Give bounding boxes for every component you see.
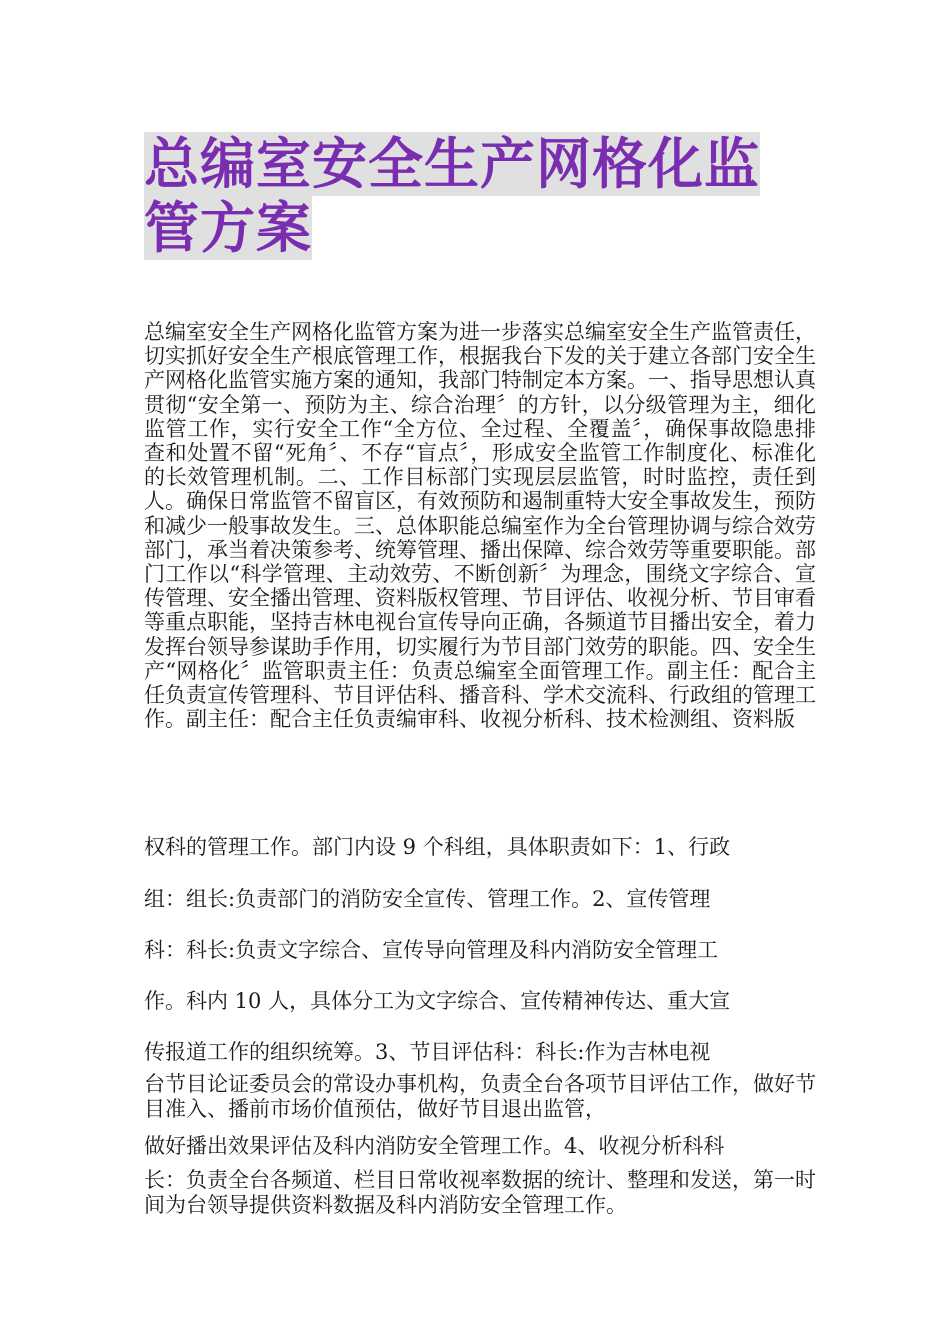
body-paragraph-tail-2: 长：负责全台各频道、栏目日常收视率数据的统计、整理和发送，第一时间为台领导提供资料数据及科内消防安全管理工作。: [144, 1168, 816, 1217]
body-line: 科：科长:负责文字综合、宣传导向管理及科内消防安全管理工: [144, 938, 719, 962]
body-line: 权科的管理工作。部门内设 9 个科组，具体职责如下：1、行政: [144, 835, 731, 859]
body-line: 组：组长:负责部门的消防安全宣传、管理工作。2、宣传管理: [144, 887, 711, 911]
document-title: [144, 132, 824, 260]
title-line-2: 管方案: [144, 196, 313, 260]
body-line: 做好播出效果评估及科内消防安全管理工作。4、收视分析科科: [144, 1134, 725, 1158]
body-paragraph-tail: 台节目论证委员会的常设办事机构，负责全台各项节目评估工作，做好节目准入、播前市场价值预估，做好节目退出监管，: [144, 1072, 816, 1121]
body-line: 作。科内 10 人，具体分工为文字综合、宣传精神传达、重大宣: [144, 989, 731, 1013]
body-paragraph-dense: 总编室安全生产网格化监管方案为进一步落实总编室安全生产监管责任，切实抓好安全生产根底管理工作，根据我台下发的关于建立各部门安全生产网格化监管实施方案的通知，我部门特制定本方案。一、指导思想认真贯彻“安全第一、预防为主、综合治理〞的方针，以分级管理为主，细化监管工作，实行安全工作“全方位、全过程、全覆盖〞，确保事故隐患排查和处置不留“死角〞、不存“盲点〞，形成安全监管工作制度化、标准化的长效管理机制。二、工作目标部门实现层层监管，时时监控，责任到人。确保日常监管不留盲区，有效预防和遏制重特大安全事故发生，预防和减少一般事故发生。三、总体职能总编室作为全台管理协调与综合效劳部门，承当着决策参考、统筹管理、播出保障、综合效劳等重要职能。部门工作以“科学管理、主动效劳、不断创新〞为理念，围绕文字综合、宣传管理、安全播出管理、资料版权管理、节目评估、收视分析、节目审看等重点职能，坚持吉林电视台宣传导向正确，各频道节目播出安全，着力发挥台领导参谋助手作用，切实履行为节目部门效劳的职能。四、安全生产“网格化〞监管职责主任：负责总编室全面管理工作。副主任：配合主任负责宣传管理科、节目评估科、播音科、学术交流科、行政组的管理工作。副主任：配合主任负责编审科、收视分析科、技术检测组、资料版: [144, 320, 816, 732]
title-line-1: 总编室安全生产网格化监: [144, 132, 761, 196]
body-line: 传报道工作的组织统筹。3、节目评估科：科长:作为吉林电视: [144, 1040, 711, 1064]
